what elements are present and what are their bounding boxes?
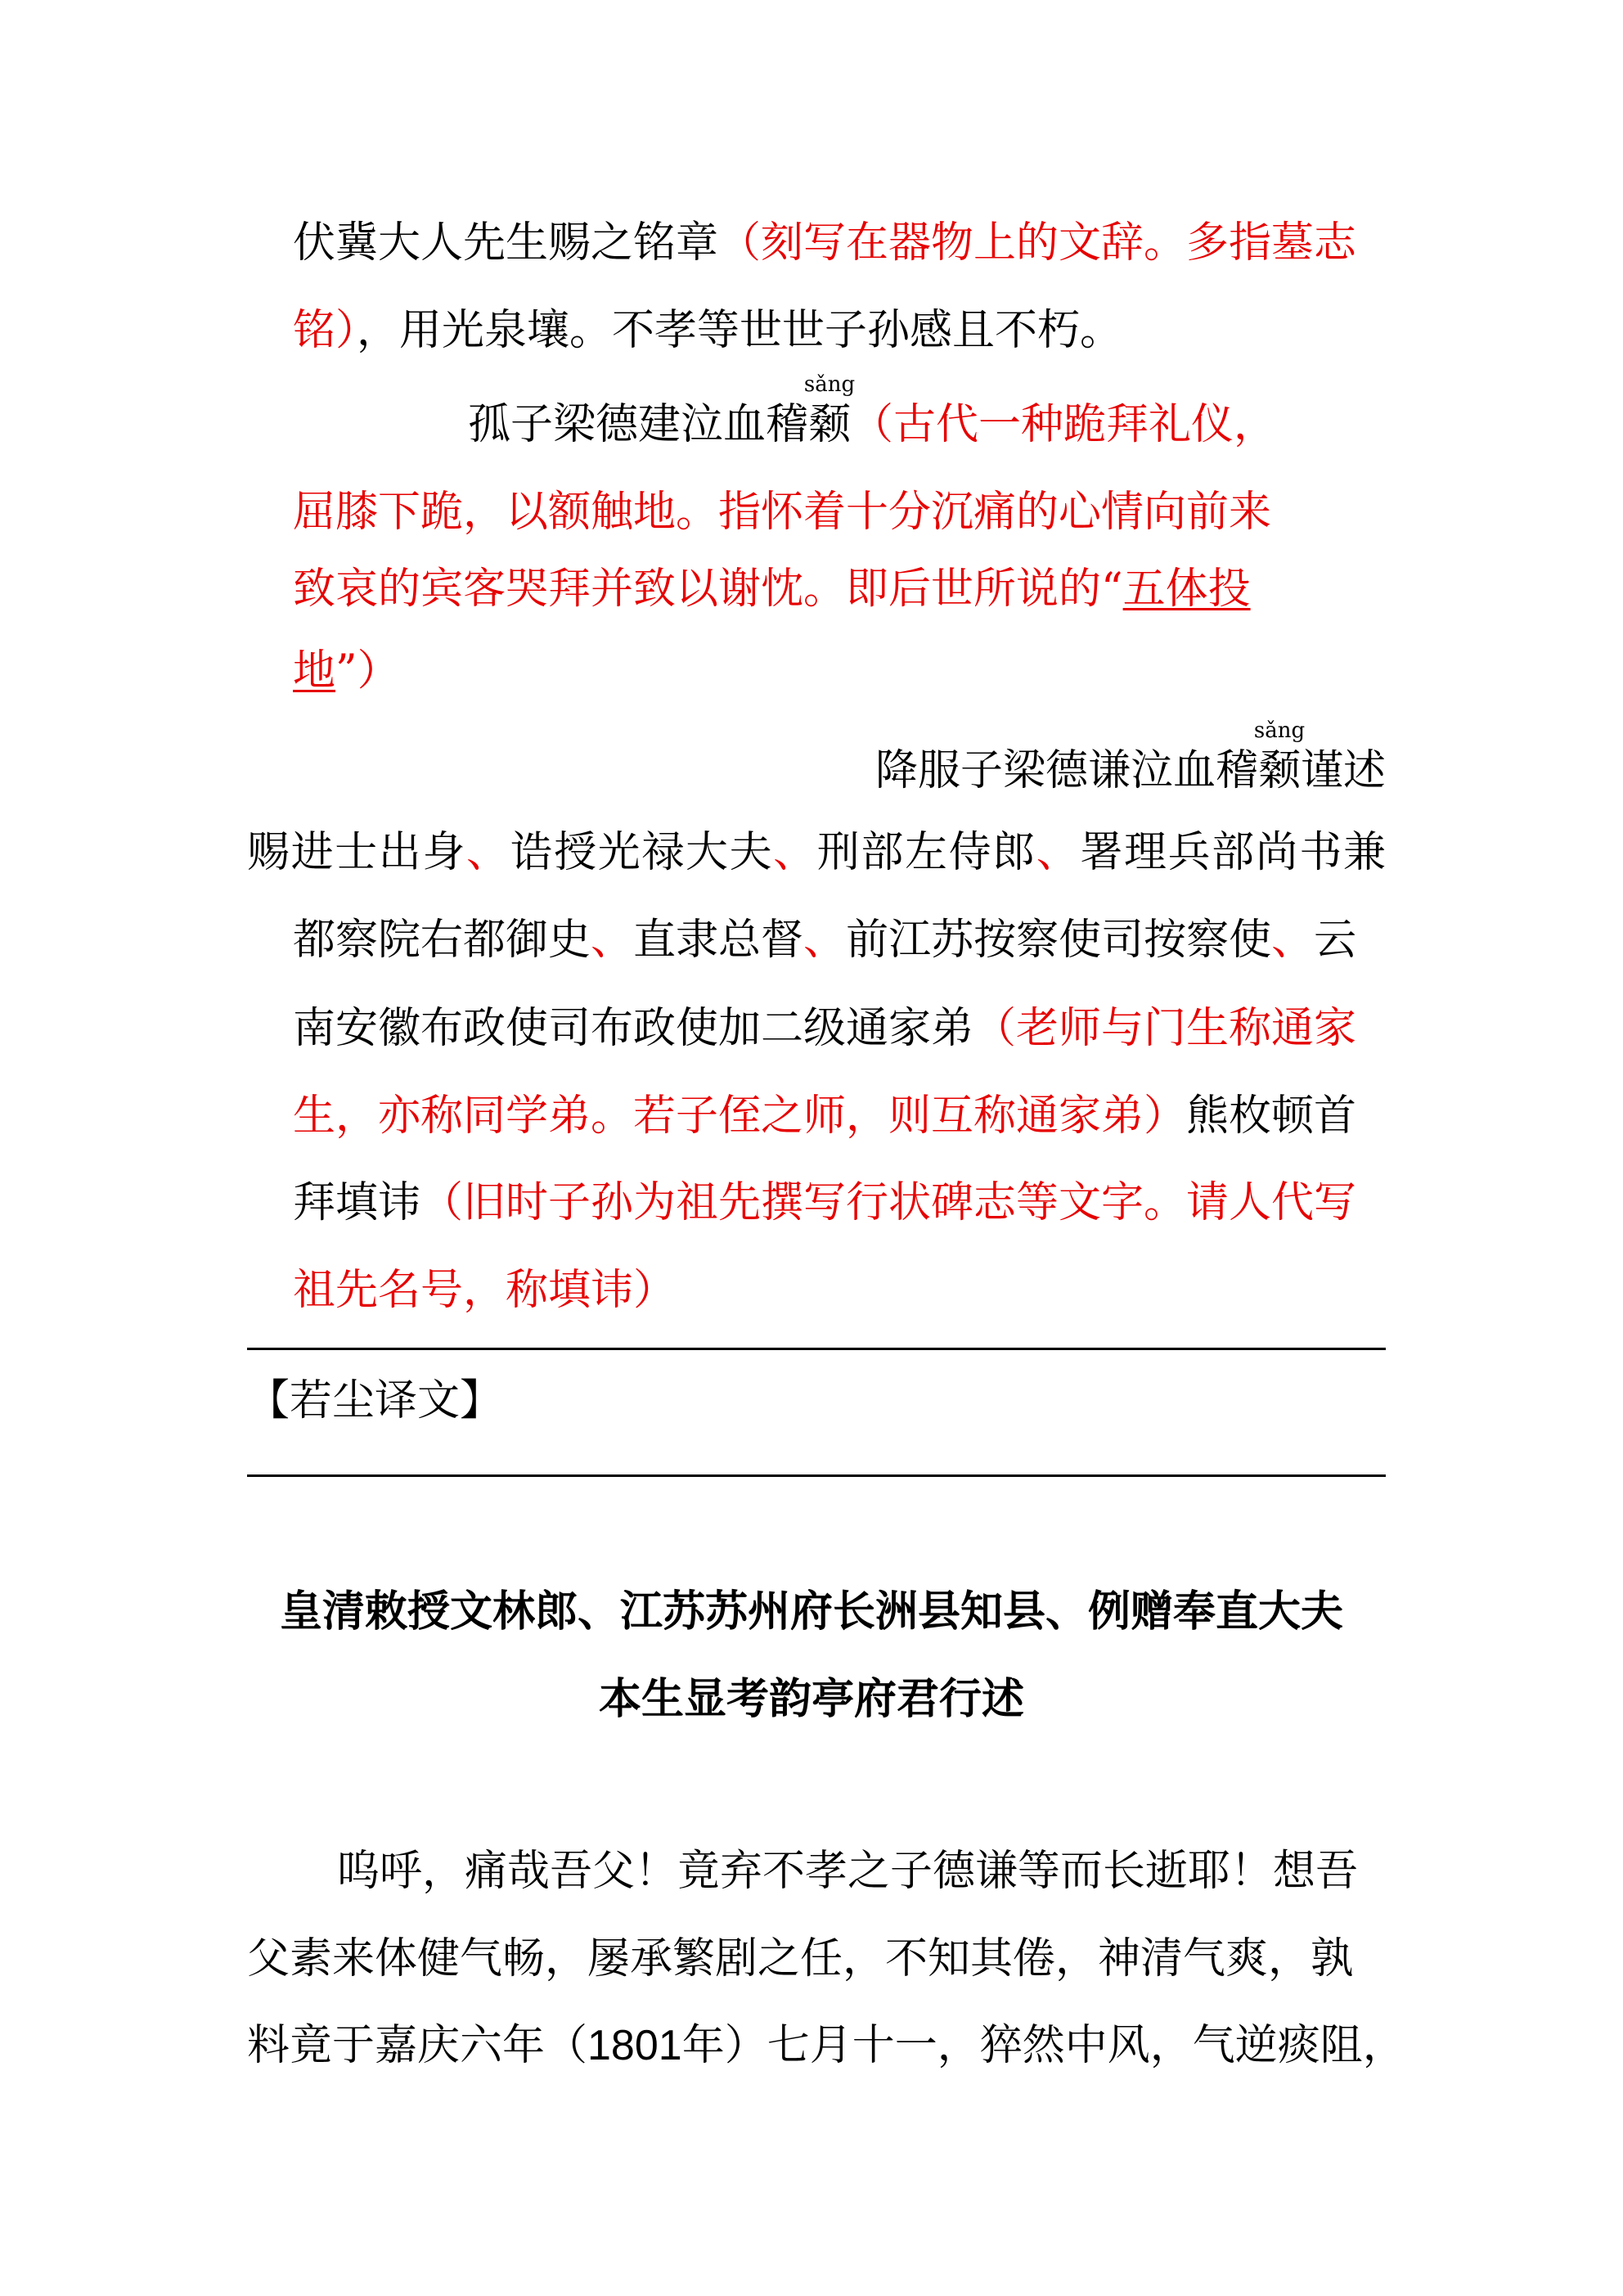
annotation-text: ”） — [335, 646, 400, 696]
divider-top — [247, 1348, 1386, 1350]
main-text: 降服子梁德谦泣血稽 — [874, 746, 1258, 795]
annotation-line: 祖先名号，称填讳） — [293, 1266, 677, 1315]
text-line — [293, 217, 1356, 269]
text-line — [293, 1177, 1356, 1229]
text-line: 赐进士出身、诰授光禄大夫、刑部左侍郎、署理兵部尚书兼 — [247, 828, 1386, 877]
main-text: ，用光泉壤。不孝等世世子孙感且不朽。 — [357, 306, 1123, 355]
annotation-text: 致哀的宾客哭拜并致以谢忱。即后世所说的“ — [293, 565, 1123, 614]
text-line — [293, 304, 1122, 357]
annotation-text: （老师与门生称通家 — [973, 1004, 1357, 1053]
main-text: 熊枚顿首 — [1186, 1092, 1357, 1141]
ruby-character: 颡 sǎng — [1253, 718, 1306, 795]
main-text: 谨述 — [1300, 746, 1386, 795]
body-line: 父素来体健气畅，屡承繁剧之任，不知其倦，神清气爽，孰 — [247, 1934, 1354, 1983]
text-line — [293, 645, 400, 697]
annotation-text: （刻写在器物上的文辞。多指墓志 — [718, 218, 1357, 268]
main-text: 孤子梁德建泣血稽 — [468, 400, 809, 449]
text-line — [468, 372, 1277, 451]
text-line: 都察院右都御史、直隶总督、前江苏按察使司按察使、云 — [293, 916, 1357, 965]
section-heading: 【若尘译文】 — [247, 1376, 503, 1425]
ruby-character: 颡 sǎng — [803, 372, 856, 449]
text-line — [293, 563, 1251, 615]
annotation-text: 生，亦称同学弟。若子侄之师，则互称通家弟） — [293, 1092, 1187, 1141]
pinyin-annotation: sǎng — [803, 372, 856, 397]
text-line — [293, 1090, 1356, 1142]
divider-bottom — [247, 1474, 1386, 1477]
annotation-line: 屈膝下跪，以额触地。指怀着十分沉痛的心情向前来 — [293, 488, 1272, 537]
year-number: 1801 — [587, 2022, 682, 2069]
wuti-toudi-link[interactable]: 地 — [293, 646, 336, 696]
annotation-text: （古代一种跪拜礼仪， — [851, 400, 1277, 449]
main-text: 拜填讳 — [293, 1178, 421, 1227]
document-title-line1: 皇清敕授文林郎、江苏苏州府长洲县知县、例赠奉直大夫 — [279, 1587, 1343, 1636]
pinyin-annotation: sǎng — [1253, 718, 1306, 743]
body-line: 呜呼，痛哉吾父！竟弃不孝之子德谦等而长逝耶！想吾 — [337, 1847, 1359, 1896]
document-title-line2: 本生显考韵亭府君行述 — [598, 1674, 1024, 1724]
text-line — [874, 718, 1386, 797]
text-line — [293, 1002, 1356, 1055]
body-line: 料竟于嘉庆六年（1801年）七月十一，猝然中风，气逆痰阻， — [247, 2021, 1405, 2070]
main-text: 伏冀大人先生赐之铭章 — [293, 218, 719, 268]
annotation-text: （旧时子孙为祖先撰写行状碑志等文字。请人代写 — [420, 1178, 1357, 1227]
wuti-toudi-link[interactable]: 五体投 — [1122, 565, 1251, 614]
annotation-text: 铭） — [293, 306, 357, 355]
main-text: 南安徽布政使司布政使加二级通家弟 — [293, 1004, 974, 1053]
